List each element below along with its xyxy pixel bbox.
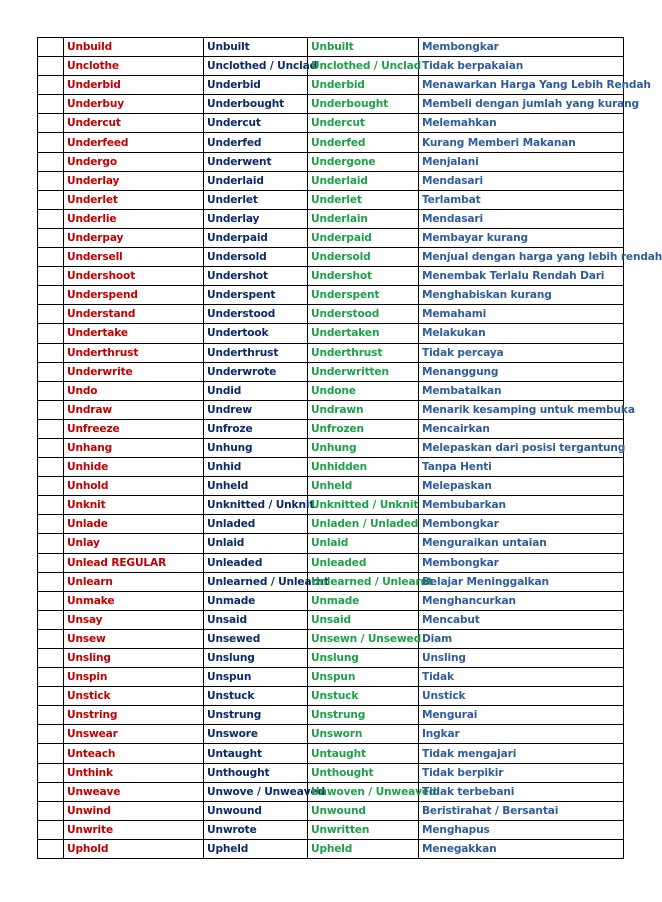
verb-meaning-cell: Membongkar bbox=[419, 515, 624, 534]
table-row bbox=[38, 95, 624, 114]
verb-base-cell: Undershoot bbox=[64, 267, 204, 286]
verb-past-cell: Underthrust bbox=[204, 343, 308, 362]
table-row bbox=[38, 324, 624, 343]
row-margin-cell bbox=[38, 133, 64, 152]
verb-base-cell: Unfreeze bbox=[64, 419, 204, 438]
verb-past-cell: Undershot bbox=[204, 267, 308, 286]
verb-meaning-cell: Melepaskan dari posisi tergantung bbox=[419, 438, 624, 457]
verb-meaning-cell: Melemahkan bbox=[419, 114, 624, 133]
table-row bbox=[38, 133, 624, 152]
verb-base-cell: Undersell bbox=[64, 248, 204, 267]
row-margin-cell bbox=[38, 209, 64, 228]
row-margin-cell bbox=[38, 190, 64, 209]
verb-base-cell: Underpay bbox=[64, 228, 204, 247]
verb-base-cell: Undercut bbox=[64, 114, 204, 133]
table-row bbox=[38, 591, 624, 610]
table-row bbox=[38, 362, 624, 381]
verb-base-cell: Unsling bbox=[64, 649, 204, 668]
verb-participle-cell: Unlaid bbox=[308, 534, 419, 553]
table-row bbox=[38, 248, 624, 267]
verb-meaning-cell: Menguraikan untaian bbox=[419, 534, 624, 553]
verb-base-cell: Underthrust bbox=[64, 343, 204, 362]
verb-base-cell: Uphold bbox=[64, 839, 204, 858]
row-margin-cell bbox=[38, 725, 64, 744]
verb-meaning-cell: Tidak berpakaian bbox=[419, 57, 624, 76]
verb-meaning-cell: Membongkar bbox=[419, 38, 624, 57]
verb-base-cell: Unclothe bbox=[64, 57, 204, 76]
verb-meaning-cell: Menghapus bbox=[419, 820, 624, 839]
verb-base-cell: Unsew bbox=[64, 629, 204, 648]
table-row bbox=[38, 114, 624, 133]
verb-meaning-cell: Memahami bbox=[419, 305, 624, 324]
verb-past-cell: Underpaid bbox=[204, 228, 308, 247]
verb-participle-cell: Unleaded bbox=[308, 553, 419, 572]
verb-base-cell: Unteach bbox=[64, 744, 204, 763]
verb-participle-cell: Unstuck bbox=[308, 687, 419, 706]
verb-participle-cell: Unladen / Unladed bbox=[308, 515, 419, 534]
verb-participle-cell: Underthrust bbox=[308, 343, 419, 362]
row-margin-cell bbox=[38, 782, 64, 801]
row-margin-cell bbox=[38, 38, 64, 57]
table-row bbox=[38, 400, 624, 419]
verb-base-cell: Unswear bbox=[64, 725, 204, 744]
verb-base-cell: Underspend bbox=[64, 286, 204, 305]
verb-participle-cell: Unthought bbox=[308, 763, 419, 782]
verb-past-cell: Unheld bbox=[204, 477, 308, 496]
row-margin-cell bbox=[38, 362, 64, 381]
verb-past-cell: Unstuck bbox=[204, 687, 308, 706]
verb-base-cell: Unbuild bbox=[64, 38, 204, 57]
row-margin-cell bbox=[38, 305, 64, 324]
table-body bbox=[38, 38, 662, 859]
row-margin-cell bbox=[38, 534, 64, 553]
verb-base-cell: Unhide bbox=[64, 458, 204, 477]
row-margin-cell bbox=[38, 458, 64, 477]
table-row bbox=[38, 801, 624, 820]
row-margin-cell bbox=[38, 763, 64, 782]
verb-meaning-cell: Membongkar bbox=[419, 553, 624, 572]
table-row bbox=[38, 190, 624, 209]
verb-base-cell: Underlay bbox=[64, 171, 204, 190]
table-row bbox=[38, 438, 624, 457]
verb-participle-cell: Underlet bbox=[308, 190, 419, 209]
row-margin-cell bbox=[38, 477, 64, 496]
verb-past-cell: Underlaid bbox=[204, 171, 308, 190]
row-margin-cell bbox=[38, 706, 64, 725]
verb-meaning-cell: Melepaskan bbox=[419, 477, 624, 496]
verb-past-cell: Unhung bbox=[204, 438, 308, 457]
table-row bbox=[38, 419, 624, 438]
verb-participle-cell: Underspent bbox=[308, 286, 419, 305]
verb-past-cell: Unsewed bbox=[204, 629, 308, 648]
table-row bbox=[38, 534, 624, 553]
row-margin-cell bbox=[38, 591, 64, 610]
verb-participle-cell: Undrawn bbox=[308, 400, 419, 419]
verb-participle-cell: Unheld bbox=[308, 477, 419, 496]
row-margin-cell bbox=[38, 152, 64, 171]
table-row bbox=[38, 76, 624, 95]
verb-past-cell: Underbid bbox=[204, 76, 308, 95]
verb-past-cell: Undersold bbox=[204, 248, 308, 267]
row-margin-cell bbox=[38, 438, 64, 457]
table-row bbox=[38, 458, 624, 477]
table-row bbox=[38, 267, 624, 286]
table-row bbox=[38, 152, 624, 171]
row-margin-cell bbox=[38, 610, 64, 629]
table-row bbox=[38, 515, 624, 534]
verb-past-cell: Unmade bbox=[204, 591, 308, 610]
verb-participle-cell: Underlaid bbox=[308, 171, 419, 190]
verb-meaning-cell: Menembak Terlalu Rendah Dari bbox=[419, 267, 624, 286]
verb-base-cell: Unhold bbox=[64, 477, 204, 496]
verb-meaning-cell: Mencabut bbox=[419, 610, 624, 629]
verb-participle-cell: Undone bbox=[308, 381, 419, 400]
verb-past-cell: Underbought bbox=[204, 95, 308, 114]
verb-base-cell: Unmake bbox=[64, 591, 204, 610]
row-margin-cell bbox=[38, 668, 64, 687]
verb-participle-cell: Unknitted / Unknit bbox=[308, 496, 419, 515]
verb-past-cell: Unthought bbox=[204, 763, 308, 782]
verb-base-cell: Unweave bbox=[64, 782, 204, 801]
verb-meaning-cell: Diam bbox=[419, 629, 624, 648]
verb-base-cell: Unstick bbox=[64, 687, 204, 706]
table-row bbox=[38, 820, 624, 839]
verb-past-cell: Unladed bbox=[204, 515, 308, 534]
verb-base-cell: Understand bbox=[64, 305, 204, 324]
row-margin-cell bbox=[38, 572, 64, 591]
table-row bbox=[38, 725, 624, 744]
verb-base-cell: Undergo bbox=[64, 152, 204, 171]
row-margin-cell bbox=[38, 114, 64, 133]
verb-participle-cell: Unlearned / Unlearnt bbox=[308, 572, 419, 591]
verb-base-cell: Undo bbox=[64, 381, 204, 400]
table-row bbox=[38, 649, 624, 668]
verb-past-cell: Unwove / Unweaved bbox=[204, 782, 308, 801]
verb-past-cell: Unleaded bbox=[204, 553, 308, 572]
verb-past-cell: Unslung bbox=[204, 649, 308, 668]
verb-participle-cell: Unsaid bbox=[308, 610, 419, 629]
row-margin-cell bbox=[38, 381, 64, 400]
verb-meaning-cell: Tidak percaya bbox=[419, 343, 624, 362]
table-row bbox=[38, 38, 624, 57]
row-margin-cell bbox=[38, 343, 64, 362]
table-row bbox=[38, 668, 624, 687]
verb-participle-cell: Untaught bbox=[308, 744, 419, 763]
verb-base-cell: Unlead REGULAR bbox=[64, 553, 204, 572]
row-margin-cell bbox=[38, 286, 64, 305]
verb-past-cell: Underfed bbox=[204, 133, 308, 152]
verb-base-cell: Underwrite bbox=[64, 362, 204, 381]
verb-participle-cell: Upheld bbox=[308, 839, 419, 858]
verb-past-cell: Undercut bbox=[204, 114, 308, 133]
table-row bbox=[38, 343, 624, 362]
verb-base-cell: Unthink bbox=[64, 763, 204, 782]
row-margin-cell bbox=[38, 267, 64, 286]
table-row bbox=[38, 553, 624, 572]
verb-meaning-cell: Tidak berpikir bbox=[419, 763, 624, 782]
table-row bbox=[38, 744, 624, 763]
row-margin-cell bbox=[38, 649, 64, 668]
verb-base-cell: Unknit bbox=[64, 496, 204, 515]
verb-base-cell: Underfeed bbox=[64, 133, 204, 152]
row-margin-cell bbox=[38, 419, 64, 438]
row-margin-cell bbox=[38, 553, 64, 572]
verb-base-cell: Underlie bbox=[64, 209, 204, 228]
verb-meaning-cell: Tanpa Henti bbox=[419, 458, 624, 477]
verb-meaning-cell: Menanggung bbox=[419, 362, 624, 381]
row-margin-cell bbox=[38, 801, 64, 820]
verb-participle-cell: Undershot bbox=[308, 267, 419, 286]
table-row bbox=[38, 572, 624, 591]
verb-meaning-cell: Menegakkan bbox=[419, 839, 624, 858]
verb-meaning-cell: Unstick bbox=[419, 687, 624, 706]
table-row bbox=[38, 228, 624, 247]
verb-meaning-cell: Tidak bbox=[419, 668, 624, 687]
table-row bbox=[38, 629, 624, 648]
verb-past-cell: Unbuilt bbox=[204, 38, 308, 57]
row-margin-cell bbox=[38, 820, 64, 839]
verb-past-cell: Undrew bbox=[204, 400, 308, 419]
verb-past-cell: Untaught bbox=[204, 744, 308, 763]
verb-meaning-cell: Menawarkan Harga Yang Lebih Rendah bbox=[419, 76, 624, 95]
verb-participle-cell: Unwound bbox=[308, 801, 419, 820]
verb-base-cell: Unwrite bbox=[64, 820, 204, 839]
verb-base-cell: Underlet bbox=[64, 190, 204, 209]
verb-past-cell: Unspun bbox=[204, 668, 308, 687]
verb-past-cell: Unlaid bbox=[204, 534, 308, 553]
row-margin-cell bbox=[38, 228, 64, 247]
table-row bbox=[38, 610, 624, 629]
row-margin-cell bbox=[38, 248, 64, 267]
row-margin-cell bbox=[38, 95, 64, 114]
table-row bbox=[38, 782, 624, 801]
verb-base-cell: Unlade bbox=[64, 515, 204, 534]
verb-past-cell: Upheld bbox=[204, 839, 308, 858]
verb-participle-cell: Unclothed / Unclad bbox=[308, 57, 419, 76]
verb-past-cell: Underlay bbox=[204, 209, 308, 228]
row-margin-cell bbox=[38, 629, 64, 648]
verb-participle-cell: Underbid bbox=[308, 76, 419, 95]
verb-meaning-cell: Menjual dengan harga yang lebih rendah bbox=[419, 248, 624, 267]
verb-past-cell: Unwound bbox=[204, 801, 308, 820]
verb-participle-cell: Unwritten bbox=[308, 820, 419, 839]
verb-base-cell: Unlearn bbox=[64, 572, 204, 591]
verb-past-cell: Undid bbox=[204, 381, 308, 400]
verb-meaning-cell: Melakukan bbox=[419, 324, 624, 343]
row-margin-cell bbox=[38, 57, 64, 76]
verb-meaning-cell: Membeli dengan jumlah yang kurang bbox=[419, 95, 624, 114]
row-margin-cell bbox=[38, 496, 64, 515]
verb-meaning-cell: Membubarkan bbox=[419, 496, 624, 515]
verb-meaning-cell: Tidak terbebani bbox=[419, 782, 624, 801]
verb-past-cell: Understood bbox=[204, 305, 308, 324]
row-margin-cell bbox=[38, 515, 64, 534]
verb-participle-cell: Unhidden bbox=[308, 458, 419, 477]
verb-base-cell: Underbid bbox=[64, 76, 204, 95]
row-margin-cell bbox=[38, 171, 64, 190]
verb-past-cell: Unsaid bbox=[204, 610, 308, 629]
verb-past-cell: Unlearned / Unlearnt bbox=[204, 572, 308, 591]
verb-participle-cell: Underwritten bbox=[308, 362, 419, 381]
verb-meaning-cell: Ingkar bbox=[419, 725, 624, 744]
verb-participle-cell: Unspun bbox=[308, 668, 419, 687]
verb-base-cell: Unlay bbox=[64, 534, 204, 553]
verb-past-cell: Undertook bbox=[204, 324, 308, 343]
verb-meaning-cell: Membayar kurang bbox=[419, 228, 624, 247]
verb-past-cell: Underwrote bbox=[204, 362, 308, 381]
verb-base-cell: Unspin bbox=[64, 668, 204, 687]
verb-meaning-cell: Beristirahat / Bersantai bbox=[419, 801, 624, 820]
verb-participle-cell: Unslung bbox=[308, 649, 419, 668]
table-row bbox=[38, 305, 624, 324]
verb-past-cell: Unhid bbox=[204, 458, 308, 477]
table-row bbox=[38, 57, 624, 76]
table-row bbox=[38, 839, 624, 858]
verb-meaning-cell: Belajar Meninggalkan bbox=[419, 572, 624, 591]
verb-participle-cell: Unwoven / Unweaved bbox=[308, 782, 419, 801]
verb-base-cell: Underbuy bbox=[64, 95, 204, 114]
verb-participle-cell: Unbuilt bbox=[308, 38, 419, 57]
verb-participle-cell: Understood bbox=[308, 305, 419, 324]
verb-participle-cell: Unstrung bbox=[308, 706, 419, 725]
verb-meaning-cell: Mendasari bbox=[419, 171, 624, 190]
verb-participle-cell: Undercut bbox=[308, 114, 419, 133]
table-row bbox=[38, 763, 624, 782]
verb-participle-cell: Unsworn bbox=[308, 725, 419, 744]
verb-meaning-cell: Kurang Memberi Makanan bbox=[419, 133, 624, 152]
row-margin-cell bbox=[38, 324, 64, 343]
verb-base-cell: Undertake bbox=[64, 324, 204, 343]
verb-participle-cell: Unsewn / Unsewed bbox=[308, 629, 419, 648]
verb-participle-cell: Underbought bbox=[308, 95, 419, 114]
verb-participle-cell: Underfed bbox=[308, 133, 419, 152]
verb-meaning-cell: Menghabiskan kurang bbox=[419, 286, 624, 305]
table-row bbox=[38, 706, 624, 725]
verb-past-cell: Unfroze bbox=[204, 419, 308, 438]
row-margin-cell bbox=[38, 744, 64, 763]
table-row bbox=[38, 687, 624, 706]
verb-meaning-cell: Mencairkan bbox=[419, 419, 624, 438]
row-margin-cell bbox=[38, 839, 64, 858]
verb-base-cell: Unsay bbox=[64, 610, 204, 629]
verb-base-cell: Unstring bbox=[64, 706, 204, 725]
verb-meaning-cell: Menjalani bbox=[419, 152, 624, 171]
verb-participle-cell: Undersold bbox=[308, 248, 419, 267]
verb-meaning-cell: Terlambat bbox=[419, 190, 624, 209]
verb-participle-cell: Undergone bbox=[308, 152, 419, 171]
row-margin-cell bbox=[38, 687, 64, 706]
verb-participle-cell: Unhung bbox=[308, 438, 419, 457]
table-row bbox=[38, 496, 624, 515]
verb-meaning-cell: Mendasari bbox=[419, 209, 624, 228]
verb-base-cell: Unwind bbox=[64, 801, 204, 820]
verb-past-cell: Unwrote bbox=[204, 820, 308, 839]
table-row bbox=[38, 381, 624, 400]
verb-participle-cell: Unfrozen bbox=[308, 419, 419, 438]
verb-past-cell: Underspent bbox=[204, 286, 308, 305]
verb-participle-cell: Underlain bbox=[308, 209, 419, 228]
verb-past-cell: Underlet bbox=[204, 190, 308, 209]
verb-participle-cell: Unmade bbox=[308, 591, 419, 610]
verb-past-cell: Unswore bbox=[204, 725, 308, 744]
verb-meaning-cell: Menghancurkan bbox=[419, 591, 624, 610]
verb-meaning-cell: Unsling bbox=[419, 649, 624, 668]
table-row bbox=[38, 286, 624, 305]
verb-past-cell: Unknitted / Unknit bbox=[204, 496, 308, 515]
row-margin-cell bbox=[38, 76, 64, 95]
table-row bbox=[38, 171, 624, 190]
verb-base-cell: Unhang bbox=[64, 438, 204, 457]
verb-participle-cell: Undertaken bbox=[308, 324, 419, 343]
irregular-verbs-table bbox=[37, 37, 662, 859]
verb-base-cell: Undraw bbox=[64, 400, 204, 419]
verb-meaning-cell: Mengurai bbox=[419, 706, 624, 725]
table-row bbox=[38, 477, 624, 496]
verb-meaning-cell: Tidak mengajari bbox=[419, 744, 624, 763]
row-margin-cell bbox=[38, 400, 64, 419]
verb-participle-cell: Underpaid bbox=[308, 228, 419, 247]
verb-past-cell: Unclothed / Unclad bbox=[204, 57, 308, 76]
table-row bbox=[38, 209, 624, 228]
verb-meaning-cell: Membatalkan bbox=[419, 381, 624, 400]
verb-meaning-cell: Menarik kesamping untuk membuka bbox=[419, 400, 624, 419]
verb-past-cell: Underwent bbox=[204, 152, 308, 171]
verb-past-cell: Unstrung bbox=[204, 706, 308, 725]
